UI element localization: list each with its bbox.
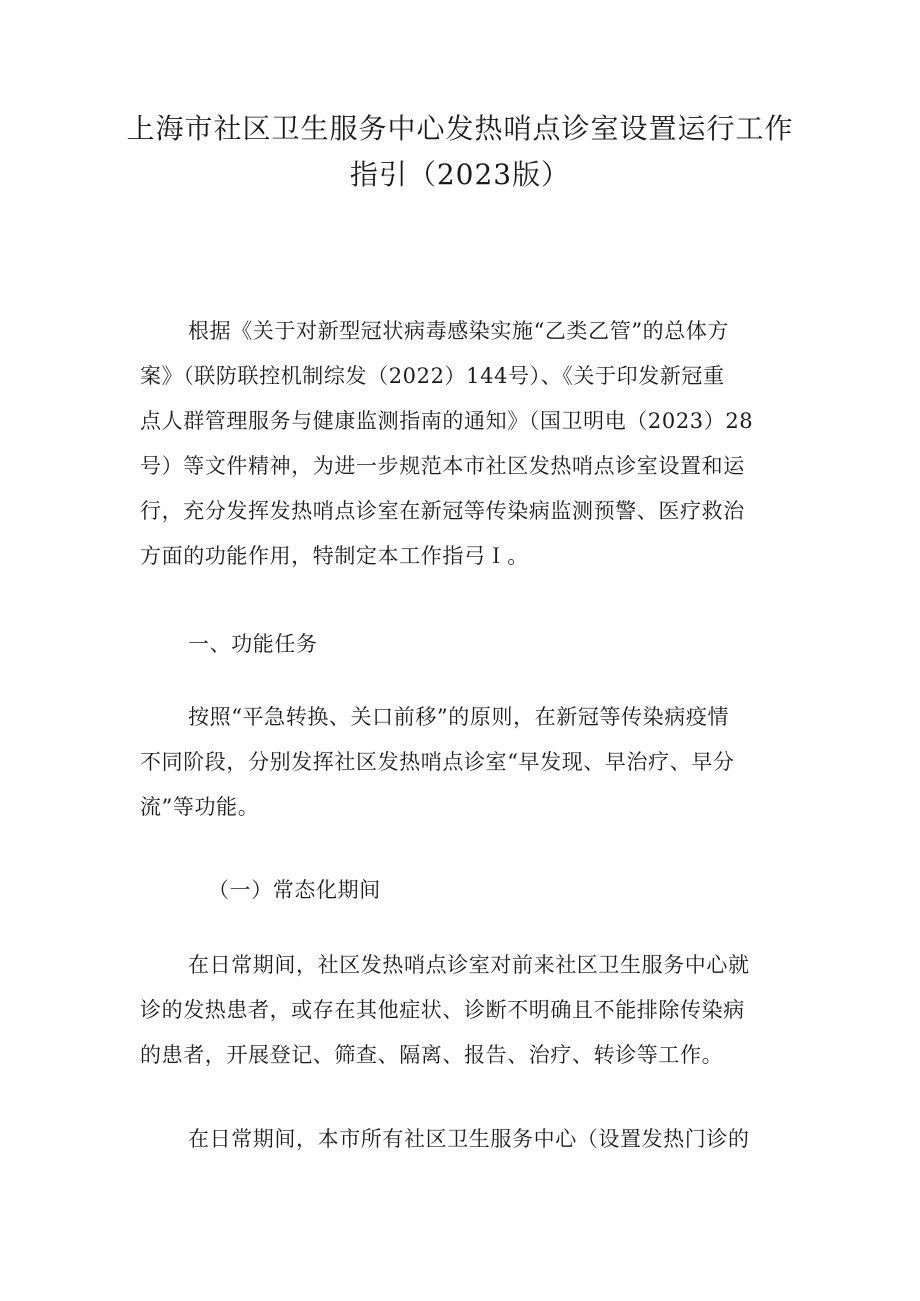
paragraph-line: 在日常期间，社区发热哨点诊室对前来社区卫生服务中心就 [188,953,750,977]
paragraph-line: 不同阶段，分别发挥社区发热哨点诊室“早发现、早治疗、早分 [140,750,735,774]
paragraph-line: 行，充分发挥发热哨点诊室在新冠等传染病监测预警、医疗救治 [140,499,745,523]
paragraph-line: 根据《关于对新型冠状病毒感染实施“乙类乙管”的总体方 [188,319,730,343]
paragraph-line: 方面的功能作用，特制定本工作指弓Ｉ。 [140,544,529,568]
paragraph-line: 号）等文件精神，为进一步规范本市社区发热哨点诊室设置和运 [140,454,745,478]
paragraph-line: 点人群管理服务与健康监测指南的通知》（国卫明电（2023）28 [140,409,754,433]
paragraph-line: 按照“平急转换、关口前移”的原则，在新冠等传染病疫情 [188,705,730,729]
section-1-paragraph [140,695,790,830]
document-title-line-2: 指引（2023版） [349,158,571,191]
subsection-1-paragraph-2 [140,1117,790,1162]
subsection-1-paragraph-1 [140,943,790,1078]
paragraph-line: 在日常期间，本市所有社区卫生服务中心（设置发热门诊的 [188,1127,750,1151]
paragraph-line: 案》（联防联控机制综发（2022）144号）、《关于印发新冠重 [140,364,725,388]
paragraph-line: 的患者，开展登记、筛查、隔离、报告、治疗、转诊等工作。 [140,1043,724,1067]
paragraph-line: 流”等功能。 [140,795,260,819]
section-heading: 一、功能任务 [188,632,318,656]
subsection-heading: （一）常态化期间 [208,878,381,902]
paragraph-line: 诊的发热患者，或存在其他症状、诊断不明确且不能排除传染病 [140,998,745,1022]
document-title-line-1: 上海市社区卫生服务中心发热哨点诊室设置运行工作 [126,112,794,145]
intro-paragraph [140,309,790,579]
